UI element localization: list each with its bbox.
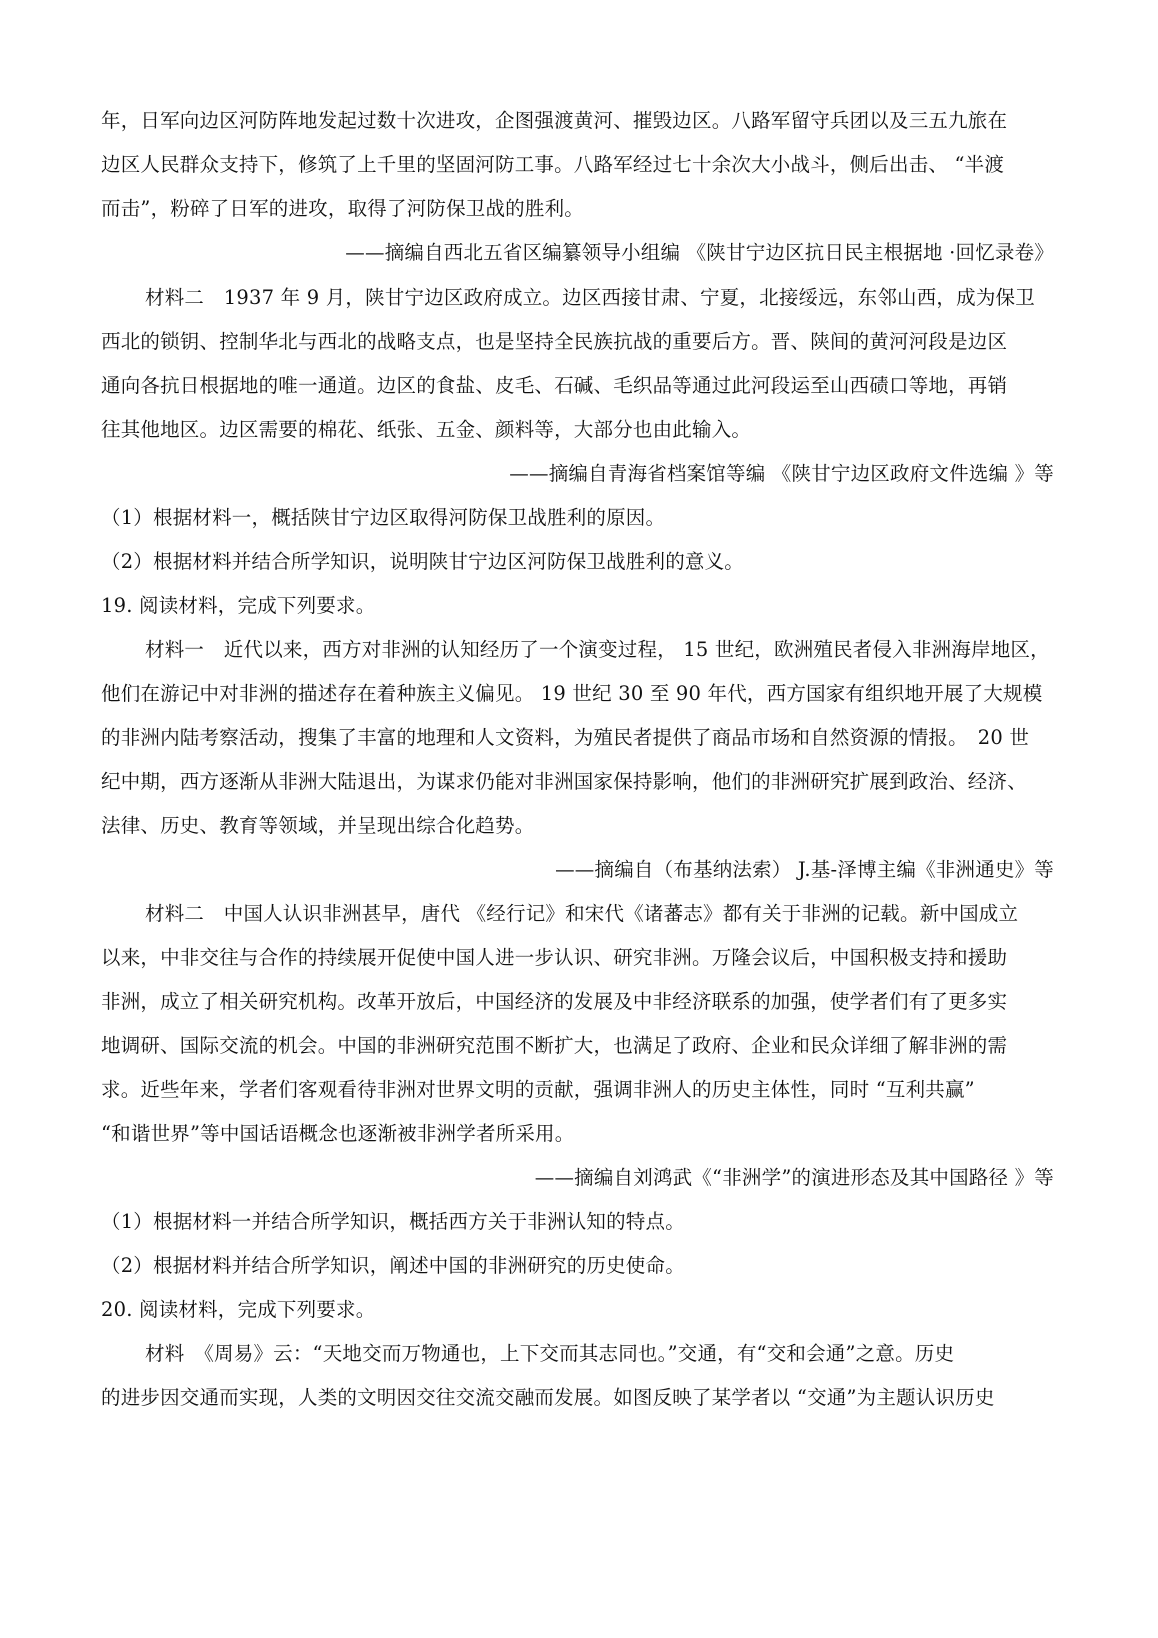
paragraph-material-1: 材料一 近代以来，西方对非洲的认知经历了一个演变过程， 15 世纪，欧洲殖民者侵入非洲海岸地区， [145, 638, 1050, 661]
text-line-1: 年，日军向边区河防阵地发起过数十次进攻，企图强渡黄河、摧毁边区。八路军留守兵团以及三五九旅在 [101, 109, 1008, 132]
text-line-16: 纪中期，西方逐渐从非洲大陆退出，为谋求仍能对非洲国家保持影响，他们的非洲研究扩展到政治、经济、 [101, 770, 1027, 793]
text-line-21: 非洲，成立了相关研究机构。改革开放后，中国经济的发展及中非经济联系的加强，使学者们有了更多实 [101, 990, 1008, 1013]
text-line-22: 地调研、国际交流的机会。中国的非洲研究范围不断扩大，也满足了政府、企业和民众详细了解非洲的需 [101, 1034, 1008, 1057]
question-19-1: （1）根据材料一并结合所学知识，概括西方关于非洲认知的特点。 [101, 1210, 685, 1233]
question-18-2: （2）根据材料并结合所学知识，说明陕甘宁边区河防保卫战胜利的意义。 [101, 550, 745, 573]
source-citation-4: ——摘编自刘鸿武《“非洲学”的演进形态及其中国路径 》等 [534, 1166, 1054, 1189]
paragraph-material-2: 材料二 1937 年 9 月，陕甘宁边区政府成立。边区西接甘肃、宁夏，北接绥远，东邻山西，成为保卫 [145, 286, 1035, 309]
text-line-24: “和谐世界”等中国话语概念也逐渐被非洲学者所采用。 [101, 1122, 575, 1145]
text-line-2: 边区人民群众支持下，修筑了上千里的坚固河防工事。八路军经过七十余次大小战斗，侧后出击、 “半渡 [101, 153, 1005, 176]
text-line-30: 的进步因交通而实现，人类的文明因交往交流交融而发展。如图反映了某学者以 “交通”为主题认识历史 [101, 1386, 995, 1409]
text-line-15: 的非洲内陆考察活动，搜集了丰富的地理和人文资料，为殖民者提供了商品市场和自然资源的情报。 20 世 [101, 726, 1030, 749]
source-citation-2: ——摘编自青海省档案馆等编 《陕甘宁边区政府文件选编 》等 [509, 462, 1054, 485]
text-line-23: 求。近些年来，学者们客观看待非洲对世界文明的贡献，强调非洲人的历史主体性，同时 “互利共赢” [101, 1078, 975, 1101]
text-line-7: 通向各抗日根据地的唯一通道。边区的食盐、皮毛、石碱、毛织品等通过此河段运至山西碛口等地，再销 [101, 374, 1008, 397]
question-19-2: （2）根据材料并结合所学知识，阐述中国的非洲研究的历史使命。 [101, 1254, 685, 1277]
question-18-1: （1）根据材料一，概括陕甘宁边区取得河防保卫战胜利的原因。 [101, 506, 666, 529]
text-line-20: 以来，中非交往与合作的持续展开促使中国人进一步认识、研究非洲。万隆会议后，中国积极支持和援助 [101, 946, 1008, 969]
source-citation-1: ——摘编自西北五省区编纂领导小组编 《陕甘宁边区抗日民主根据地 ·回忆录卷》 [345, 241, 1054, 264]
question-20-heading: 20. 阅读材料，完成下列要求。 [101, 1298, 376, 1321]
text-line-14: 他们在游记中对非洲的描述存在着种族主义偏见。 19 世纪 30 至 90 年代，西方国家有组织地开展了大规模 [101, 682, 1043, 705]
source-citation-3: ——摘编自（布基纳法索） J.基-泽博主编《非洲通史》等 [555, 858, 1054, 881]
text-line-8: 往其他地区。边区需要的棉花、纸张、五金、颜料等，大部分也由此输入。 [101, 418, 752, 441]
paragraph-material-2b: 材料二 中国人认识非洲甚早，唐代 《经行记》和宋代《诸蕃志》都有关于非洲的记载。新中国成立 [145, 902, 1019, 925]
text-line-6: 西北的锁钥、控制华北与西北的战略支点，也是坚持全民族抗战的重要后方。晋、陕间的黄河河段是边区 [101, 330, 1008, 353]
text-line-17: 法律、历史、教育等领域，并呈现出综合化趋势。 [101, 814, 535, 837]
question-19-heading: 19. 阅读材料，完成下列要求。 [101, 594, 376, 617]
text-line-3: 而击”，粉碎了日军的进攻，取得了河防保卫战的胜利。 [101, 197, 584, 220]
paragraph-material-20: 材料 《周易》云：“天地交而万物通也，上下交而其志同也。”交通，有“交和会通”之意。历史 [145, 1342, 955, 1365]
